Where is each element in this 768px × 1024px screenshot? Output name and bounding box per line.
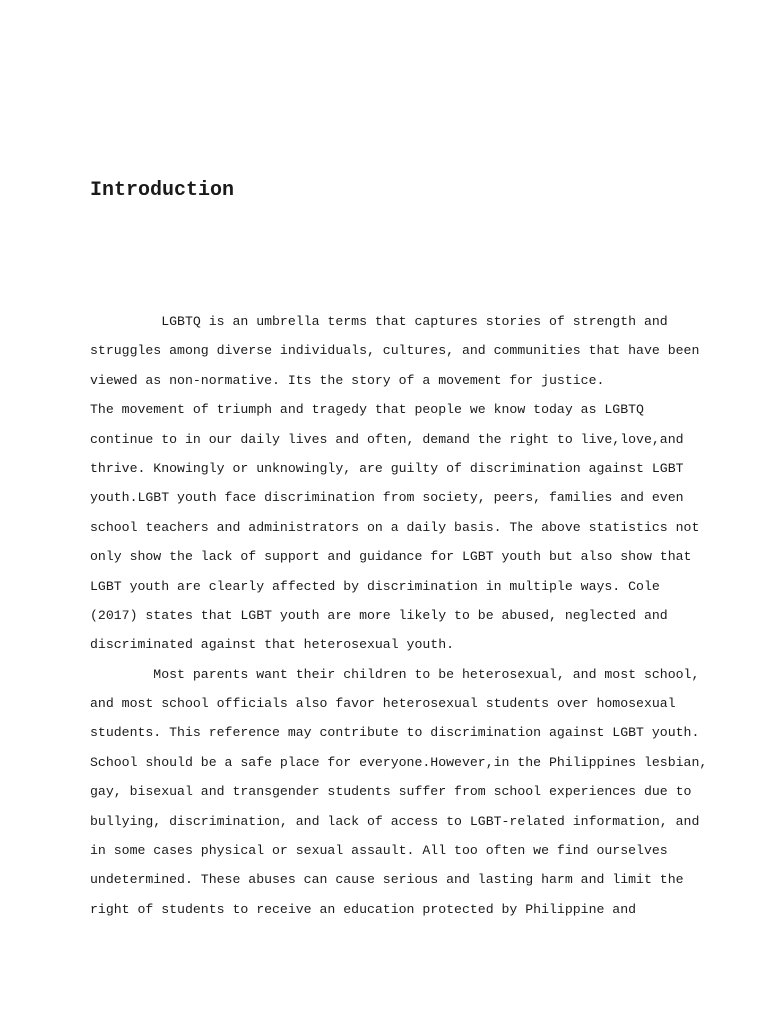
text-line: right of students to receive an education protected by Philippine and bbox=[90, 901, 637, 917]
text-line: and most school officials also favor heterosexual students over homosexual bbox=[90, 696, 676, 712]
text-line: gay, bisexual and transgender students suffer from school experiences due to bbox=[90, 784, 692, 800]
text-line: LGBT youth are clearly affected by discrimination in multiple ways. Cole bbox=[90, 578, 660, 594]
text-line: viewed as non-normative. Its the story of a movement for justice. bbox=[90, 372, 605, 388]
text-line: Most parents want their children to be heterosexual, and most school, bbox=[90, 666, 700, 682]
text-line: undetermined. These abuses can cause serious and lasting harm and limit the bbox=[90, 872, 684, 888]
text-line: The movement of triumph and tragedy that people we know today as LGBTQ bbox=[90, 402, 644, 418]
text-line: struggles among diverse individuals, cultures, and communities that have been bbox=[90, 343, 700, 359]
text-line: in some cases physical or sexual assault. All too often we find ourselves bbox=[90, 843, 668, 859]
text-line: (2017) states that LGBT youth are more likely to be abused, neglected and bbox=[90, 607, 668, 623]
text-line: bullying, discrimination, and lack of access to LGBT-related information, and bbox=[90, 813, 700, 829]
text-line: youth.LGBT youth face discrimination from society, peers, families and even bbox=[90, 490, 684, 506]
document-body bbox=[90, 312, 730, 929]
text-line: students. This reference may contribute to discrimination against LGBT youth. bbox=[90, 725, 700, 741]
document-heading: Introduction bbox=[90, 179, 235, 202]
text-line: thrive. Knowingly or unknowingly, are guilty of discrimination against LGBT bbox=[90, 460, 684, 476]
text-line: only show the lack of support and guidance for LGBT youth but also show that bbox=[90, 549, 692, 565]
text-line: School should be a safe place for everyone.However,in the Philippines lesbian, bbox=[90, 754, 708, 770]
text-line: discriminated against that heterosexual youth. bbox=[90, 637, 455, 653]
text-line: LGBTQ is an umbrella terms that captures stories of strength and bbox=[90, 314, 668, 329]
text-line: continue to in our daily lives and often, demand the right to live,love,and bbox=[90, 431, 684, 447]
text-line: school teachers and administrators on a daily basis. The above statistics not bbox=[90, 519, 700, 535]
